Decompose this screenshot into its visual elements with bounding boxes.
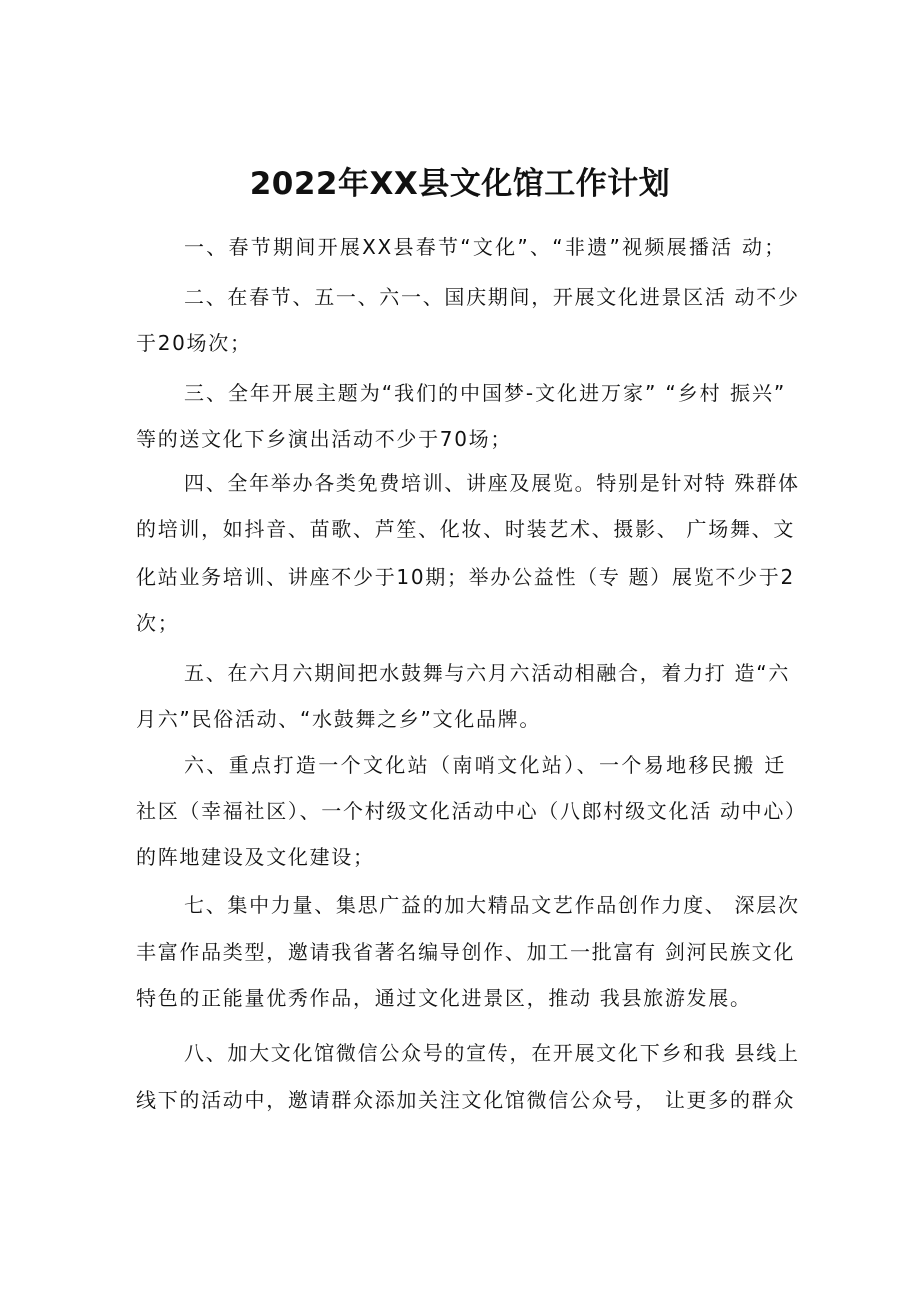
paragraph-4-line-2: 的培训，如抖音、苗歌、芦笙、化妆、时装艺术、摄影、 广场舞、文 xyxy=(136,517,796,541)
paragraph-4-line-1: 四、全年举办各类免费培训、讲座及展览。特别是针对特 殊群体 xyxy=(184,471,800,495)
paragraph-3-line-2: 等的送文化下乡演出活动不少于70场； xyxy=(136,427,513,451)
paragraph-3-line-1: 三、全年开展主题为“我们的中国梦-文化进万家” “乡村 振兴” xyxy=(184,381,786,405)
paragraph-7-line-1: 七、集中力量、集思广益的加大精品文艺作品创作力度、 深层次 xyxy=(184,893,800,917)
paragraph-4-line-4: 次； xyxy=(136,611,180,635)
paragraph-7-line-3: 特色的正能量优秀作品，通过文化进景区，推动 我县旅游发展。 xyxy=(136,986,752,1010)
document-title: 2022年XX县文化馆工作计划 xyxy=(249,166,671,202)
paragraph-2-line-1: 二、在春节、五一、六一、国庆期间，开展文化进景区活 动不少 xyxy=(184,285,800,309)
paragraph-8-line-2: 线下的活动中，邀请群众添加关注文化馆微信公众号， 让更多的群众 xyxy=(136,1088,796,1112)
paragraph-5-line-1: 五、在六月六期间把水鼓舞与六月六活动相融合，着力打 造“六 xyxy=(184,661,791,685)
paragraph-2-line-2: 于20场次； xyxy=(136,331,252,355)
paragraph-4-line-3: 化站业务培训、讲座不少于10期；举办公益性（专 题）展览不少于2 xyxy=(136,565,795,589)
paragraph-5-line-2: 月六”民俗活动、“水鼓舞之乡”文化品牌。 xyxy=(136,707,542,731)
paragraph-6-line-2: 社区（幸福社区）、一个村级文化活动中心（八郎村级文化活 动中心） xyxy=(136,799,807,823)
paragraph-6-line-1: 六、重点打造一个文化站（南哨文化站）、一个易地移民搬 迁 xyxy=(184,753,786,777)
paragraph-1-line-1: 一、春节期间开展XX县春节“文化”、“非遗”视频展播活 动； xyxy=(184,235,786,259)
paragraph-8-line-1: 八、加大文化馆微信公众号的宣传，在开展文化下乡和我 县线上 xyxy=(184,1041,800,1065)
paragraph-7-line-2: 丰富作品类型，邀请我省著名编导创作、加工一批富有 剑河民族文化 xyxy=(136,940,796,964)
paragraph-6-line-3: 的阵地建设及文化建设； xyxy=(136,845,375,869)
